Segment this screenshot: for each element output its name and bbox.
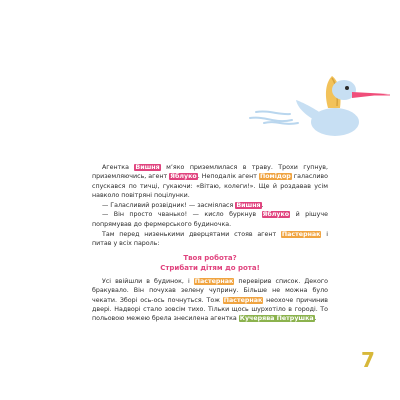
character-name-kucheriava-petrushka: Кучерява Петрушка (239, 315, 314, 323)
text: перевірив список. Декого бракувало. Він почухав зелену чуприну. Більше не можна було чекати. Зборі ось-ось почнуться. Тож (92, 278, 328, 304)
text: Агентка (102, 164, 135, 171)
text: — Він просто чванько! — кисло буркнув (102, 211, 262, 219)
character-name-pasternak: Пастернак (223, 296, 263, 304)
page-number: 7 (361, 348, 375, 372)
poem-line: Твоя робота? (183, 254, 237, 263)
character-name-pasternak: Пастернак (281, 230, 321, 238)
character-name-vyshnia: Вишня (236, 201, 261, 209)
paragraph-3 (92, 210, 328, 229)
password-poem (92, 253, 328, 273)
text: і питав у всіх пароль: (92, 230, 328, 247)
text: . (261, 201, 264, 209)
text: й рішуче попрямував до фермерського будиночка. (92, 211, 328, 228)
text: . (314, 315, 317, 323)
story-text (92, 163, 328, 324)
paragraph-2 (92, 201, 328, 210)
poem-line: Стрибати дітям до рота! (160, 264, 260, 273)
text: Там перед низенькими дверцятами стояв агент (102, 230, 281, 238)
text: м’яко приземлилася в траву. Трохи гупнув, приземляючись, агент (92, 164, 328, 181)
text: . Неподалік агент (197, 173, 259, 181)
paragraph-5 (92, 277, 328, 323)
paragraph-4 (92, 230, 328, 249)
character-name-pomidor: Помідор (259, 173, 291, 181)
text: галасливо спускався по тичці, гукаючи: «Вітаю, колеги!». Ще й роздавав усім навколо повітряні поцілунки. (92, 173, 328, 199)
character-name-yabluko: Яблуко (170, 173, 197, 181)
character-name-yabluko: Яблуко (262, 211, 290, 219)
paragraph-1 (92, 163, 328, 200)
bird-icon (240, 60, 400, 140)
character-name-pasternak: Пастернак (194, 278, 234, 286)
text: неохоче причинив двері. Надворі стало зовсім тихо. Тільки щось шурхотіло в городі. То польовою межею брела знесилена агентка (92, 296, 329, 323)
character-name-vyshnia: Вишня (135, 164, 160, 171)
text: — Галасливий розвідник! — засміялася (102, 201, 236, 209)
text: Усі ввійшли в будинок, і (102, 278, 194, 286)
